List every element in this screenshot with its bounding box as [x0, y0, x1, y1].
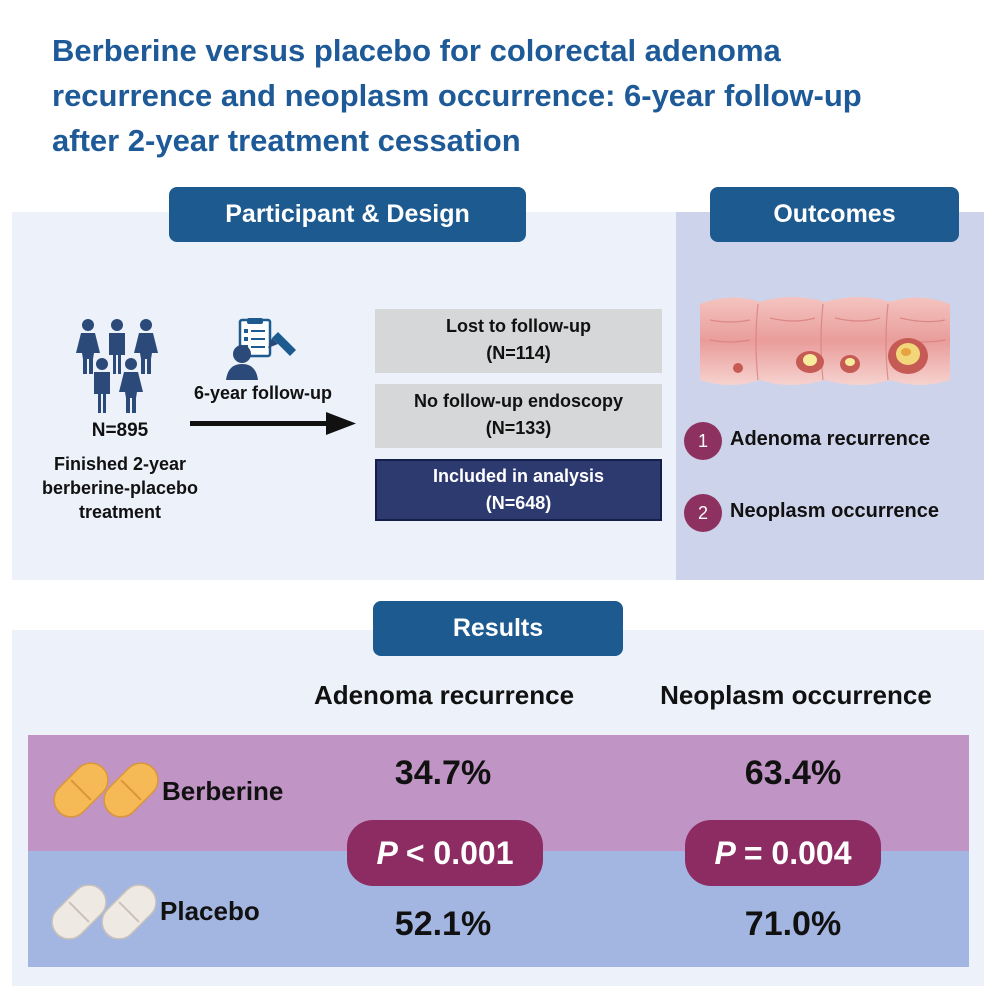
outcome-badge-1: 1: [684, 422, 722, 460]
arrow-right-icon: [190, 410, 358, 436]
placebo-label: Placebo: [160, 896, 260, 926]
people-group-icon: [74, 318, 160, 414]
berberine-pill-icon: [52, 750, 160, 828]
outcomes-panel: [676, 212, 984, 580]
berberine-neoplasm-value: 63.4%: [744, 754, 842, 792]
outcome-neoplasm-occurrence: Neoplasm occurrence: [730, 500, 939, 522]
included-label: Included in analysis: [432, 466, 605, 486]
title-line-2: recurrence and neoplasm occurrence: 6-year follow-up: [52, 78, 862, 113]
finished-treatment-label: [20, 452, 220, 524]
total-participants: N=895: [91, 420, 149, 441]
design-header: Participant & Design: [169, 187, 526, 242]
lost-to-followup-box: [375, 309, 662, 373]
p-symbol: P: [376, 834, 398, 871]
p-symbol: P: [714, 834, 736, 871]
page-title: [52, 28, 972, 163]
outcome-badge-2: 2: [684, 494, 722, 532]
colon-illustration: [700, 290, 950, 390]
finished-line-1: Finished 2-year: [53, 454, 187, 474]
outcome-adenoma-recurrence: Adenoma recurrence: [730, 428, 931, 450]
p-value-adenoma: [347, 820, 543, 886]
berberine-label: Berberine: [162, 776, 284, 806]
lost-count: (N=114): [486, 343, 551, 363]
included-count: (N=648): [485, 493, 552, 513]
title-line-3: after 2-year treatment cessation: [52, 123, 521, 158]
no-endoscopy-count: (N=133): [485, 418, 552, 438]
p-value-adenoma-text: < 0.001: [405, 834, 514, 871]
placebo-adenoma-value: 52.1%: [394, 905, 492, 943]
included-box: [375, 459, 662, 521]
berberine-adenoma-value: 34.7%: [394, 754, 492, 792]
placebo-pill-icon: [50, 872, 158, 950]
results-col-adenoma: Adenoma recurrence: [313, 680, 575, 710]
title-line-1: Berberine versus placebo for colorectal adenoma: [52, 33, 781, 68]
finished-line-2: berberine-placebo: [41, 478, 199, 498]
followup-label: 6-year follow-up: [194, 383, 333, 403]
results-col-neoplasm: Neoplasm occurrence: [660, 680, 932, 710]
results-header: Results: [373, 601, 623, 656]
p-value-neoplasm-text: = 0.004: [743, 834, 852, 871]
finished-line-3: treatment: [78, 502, 162, 522]
lost-label: Lost to follow-up: [446, 316, 591, 336]
outcomes-header: Outcomes: [710, 187, 959, 242]
no-endoscopy-label: No follow-up endoscopy: [414, 391, 623, 411]
p-value-neoplasm: [685, 820, 881, 886]
no-endoscopy-box: [375, 384, 662, 448]
doctor-clipboard-icon: [226, 318, 302, 380]
placebo-neoplasm-value: 71.0%: [744, 905, 842, 943]
